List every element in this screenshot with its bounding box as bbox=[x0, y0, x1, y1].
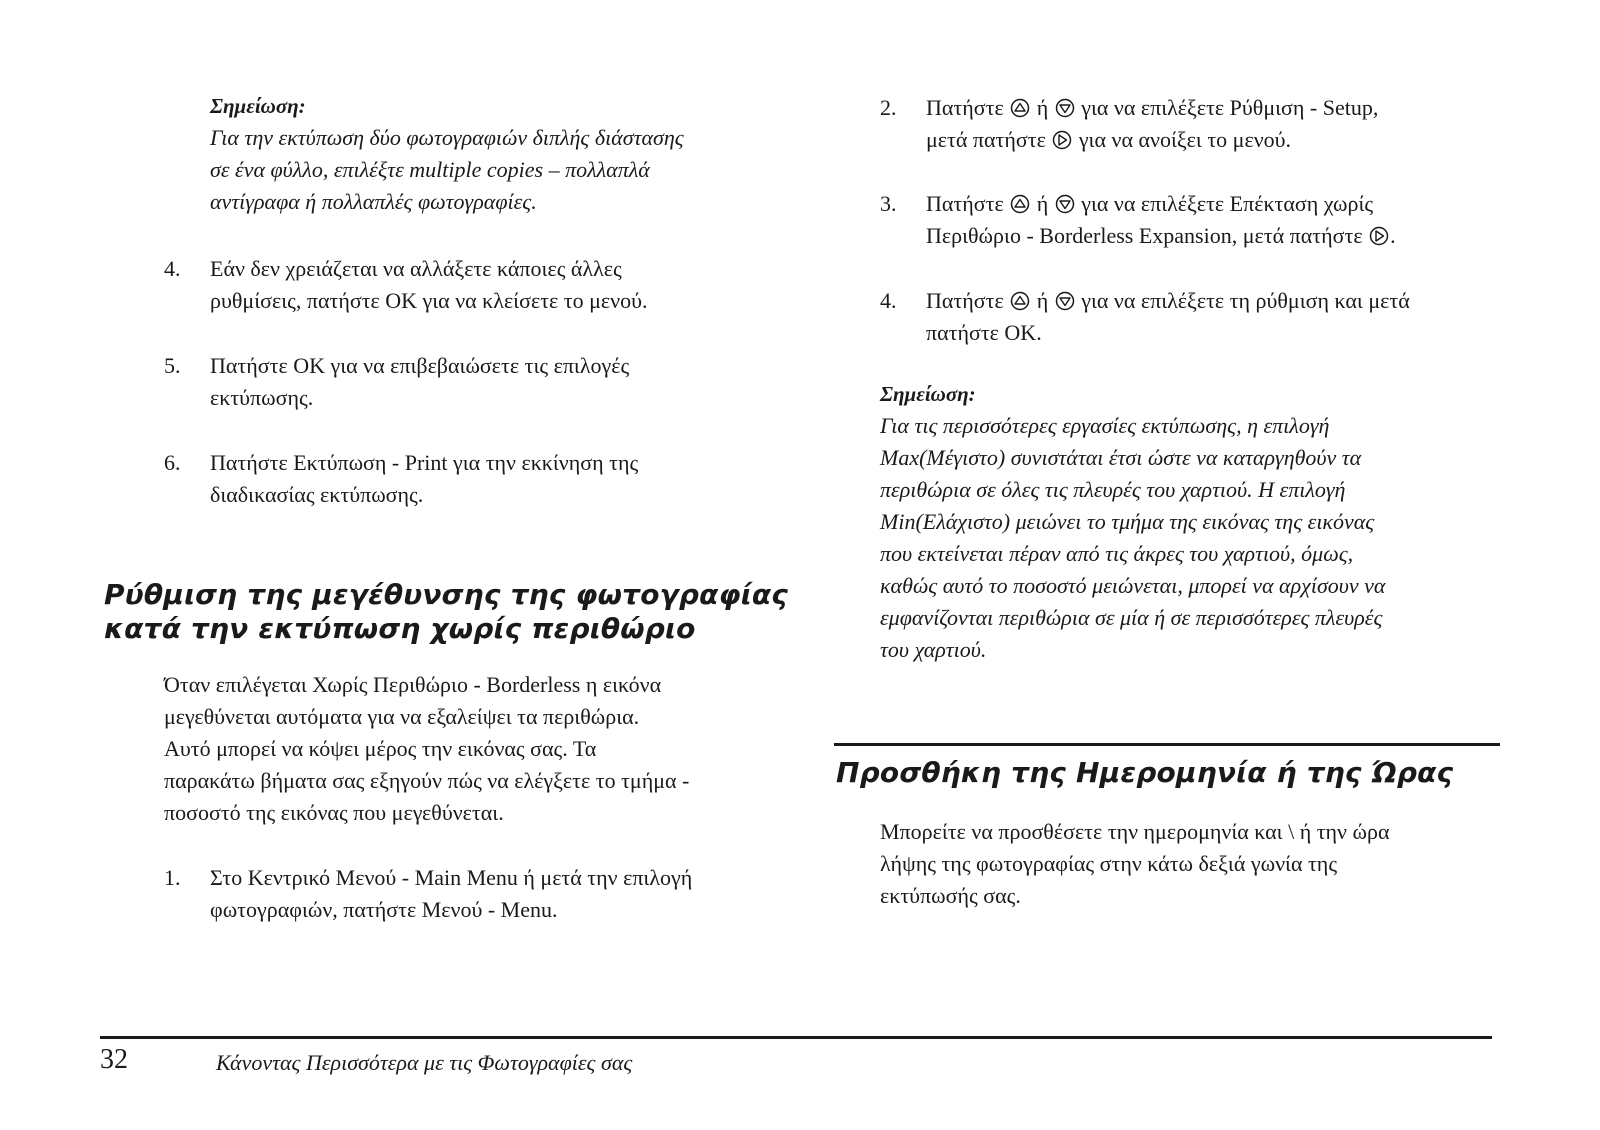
step-text bbox=[926, 285, 1410, 349]
step-line: φωτογραφιών, πατήστε Μενού - Menu. bbox=[210, 897, 558, 922]
paragraph-line: εκτύπωσής σας. bbox=[880, 883, 1021, 908]
step-line: Πατήστε Εκτύπωση - Print για την εκκίνηση της bbox=[210, 450, 639, 475]
step-text-fragment: για να ανοίξει το μενού. bbox=[1078, 127, 1292, 152]
section-heading bbox=[836, 756, 1453, 790]
up-arrow-button-icon bbox=[1010, 194, 1030, 214]
step-line bbox=[926, 188, 1396, 220]
step-text bbox=[210, 253, 648, 317]
page-number: 32 bbox=[100, 1044, 128, 1075]
note-line: Min(Ελάχιστο) μειώνει το τμήμα της εικόνας της εικόνας bbox=[880, 509, 1375, 534]
step-text-fragment: ή bbox=[1036, 95, 1049, 120]
down-arrow-button-icon bbox=[1055, 98, 1075, 118]
list-item bbox=[164, 253, 764, 317]
note-line: περιθώρια σε όλες τις πλευρές του χαρτιού. Η επιλογή bbox=[880, 477, 1346, 502]
list-item bbox=[880, 188, 1520, 252]
paragraph-line: Αυτό μπορεί να κόψει μέρος την εικόνας σας. Τα bbox=[164, 736, 597, 761]
footer-divider bbox=[100, 1036, 1492, 1039]
right-arrow-button-icon bbox=[1369, 226, 1389, 246]
step-number: 4. bbox=[880, 288, 897, 313]
body-paragraph bbox=[880, 816, 1390, 912]
step-line: πατήστε OK. bbox=[926, 320, 1042, 345]
step-number: 1. bbox=[164, 865, 181, 890]
note-line: Για τις περισσότερες εργασίες εκτύπωσης, η επιλογή bbox=[880, 413, 1330, 438]
step-text bbox=[210, 350, 629, 414]
right-arrow-button-icon bbox=[1052, 130, 1072, 150]
step-text-fragment: ή bbox=[1036, 288, 1049, 313]
list-item bbox=[880, 285, 1520, 349]
step-text-fragment: για να επιλέξετε τη ρύθμιση και μετά bbox=[1081, 288, 1410, 313]
paragraph-line: μεγεθύνεται αυτόματα για να εξαλείψει τα περιθώρια. bbox=[164, 704, 640, 729]
list-item bbox=[880, 92, 1500, 156]
note-line: εμφανίζονται περιθώρια σε μία ή σε περισσότερες πλευρές bbox=[880, 605, 1383, 630]
paragraph-line: ποσοστό της εικόνας που μεγεθύνεται. bbox=[164, 800, 504, 825]
list-item bbox=[164, 350, 764, 414]
intro-paragraph bbox=[164, 669, 689, 829]
note-line: του χαρτιού. bbox=[880, 637, 987, 662]
step-text-fragment: Περιθώριο - Borderless Expansion, μετά πατήστε bbox=[926, 223, 1363, 248]
step-number: 5. bbox=[164, 353, 181, 378]
step-line bbox=[926, 220, 1396, 252]
heading-line: Προσθήκη της Ημερομηνία ή της Ώρας bbox=[836, 756, 1454, 789]
note-line: σε ένα φύλλο, επιλέξτε multiple copies – πολλαπλά bbox=[210, 157, 650, 182]
step-line bbox=[926, 92, 1378, 124]
paragraph-line: λήψης της φωτογραφίας στην κάτω δεξιά γωνία της bbox=[880, 851, 1338, 876]
step-number: 4. bbox=[164, 256, 181, 281]
step-line: Στο Κεντρικό Μενού - Main Menu ή μετά την επιλογή bbox=[210, 865, 693, 890]
note-body bbox=[880, 410, 1385, 666]
note-line: που εκτείνεται πέραν από τις άκρες του χαρτιού, όμως, bbox=[880, 541, 1354, 566]
up-arrow-button-icon bbox=[1010, 291, 1030, 311]
step-text-fragment: Πατήστε bbox=[926, 191, 1004, 216]
list-item bbox=[164, 862, 784, 926]
step-text-fragment: Πατήστε bbox=[926, 95, 1004, 120]
step-text bbox=[210, 862, 692, 926]
step-text-fragment: . bbox=[1390, 223, 1396, 248]
paragraph-line: Μπορείτε να προσθέσετε την ημερομηνία και \ ή την ώρα bbox=[880, 819, 1390, 844]
section-divider bbox=[834, 743, 1500, 746]
step-text bbox=[926, 188, 1396, 252]
list-item bbox=[164, 447, 764, 511]
note-line: Για την εκτύπωση δύο φωτογραφιών διπλής διάστασης bbox=[210, 125, 684, 150]
note-line: Max(Μέγιστο) συνιστάται έτσι ώστε να καταργηθούν τα bbox=[880, 445, 1362, 470]
step-number: 2. bbox=[880, 95, 897, 120]
step-line bbox=[926, 285, 1410, 317]
step-text bbox=[926, 92, 1378, 156]
step-line: Πατήστε OK για να επιβεβαιώσετε τις επιλογές bbox=[210, 353, 630, 378]
step-number: 3. bbox=[880, 191, 897, 216]
step-text-fragment: Πατήστε bbox=[926, 288, 1004, 313]
step-line: εκτύπωσης. bbox=[210, 385, 314, 410]
section-heading bbox=[104, 578, 788, 646]
step-number: 6. bbox=[164, 450, 181, 475]
up-arrow-button-icon bbox=[1010, 98, 1030, 118]
chapter-title: Κάνοντας Περισσότερα με τις Φωτογραφίες σας bbox=[216, 1050, 633, 1075]
note-title: Σημείωση: bbox=[210, 94, 306, 118]
note-title: Σημείωση: bbox=[880, 382, 976, 406]
paragraph-line: Όταν επιλέγεται Χωρίς Περιθώριο - Borderless η εικόνα bbox=[164, 672, 662, 697]
note-body bbox=[210, 122, 684, 218]
step-line: Εάν δεν χρειάζεται να αλλάξετε κάποιες άλλες bbox=[210, 256, 622, 281]
down-arrow-button-icon bbox=[1055, 194, 1075, 214]
step-text-fragment: για να επιλέξετε Επέκταση χωρίς bbox=[1081, 191, 1374, 216]
step-text-fragment: ή bbox=[1036, 191, 1049, 216]
heading-line: κατά την εκτύπωση χωρίς περιθώριο bbox=[104, 612, 696, 645]
paragraph-line: παρακάτω βήματα σας εξηγούν πώς να ελέγξετε το τμήμα - bbox=[164, 768, 690, 793]
step-text-fragment: μετά πατήστε bbox=[926, 127, 1046, 152]
down-arrow-button-icon bbox=[1055, 291, 1075, 311]
step-line bbox=[926, 124, 1378, 156]
step-text bbox=[210, 447, 638, 511]
note-line: καθώς αυτό το ποσοστό μειώνεται, μπορεί να αρχίσουν να bbox=[880, 573, 1386, 598]
note-line: αντίγραφα ή πολλαπλές φωτογραφίες. bbox=[210, 189, 537, 214]
step-line: ρυθμίσεις, πατήστε OK για να κλείσετε το μενού. bbox=[210, 288, 648, 313]
step-line: διαδικασίας εκτύπωσης. bbox=[210, 482, 424, 507]
heading-line: Ρύθμιση της μεγέθυνσης της φωτογραφίας bbox=[104, 578, 789, 611]
step-text-fragment: για να επιλέξετε Ρύθμιση - Setup, bbox=[1081, 95, 1379, 120]
